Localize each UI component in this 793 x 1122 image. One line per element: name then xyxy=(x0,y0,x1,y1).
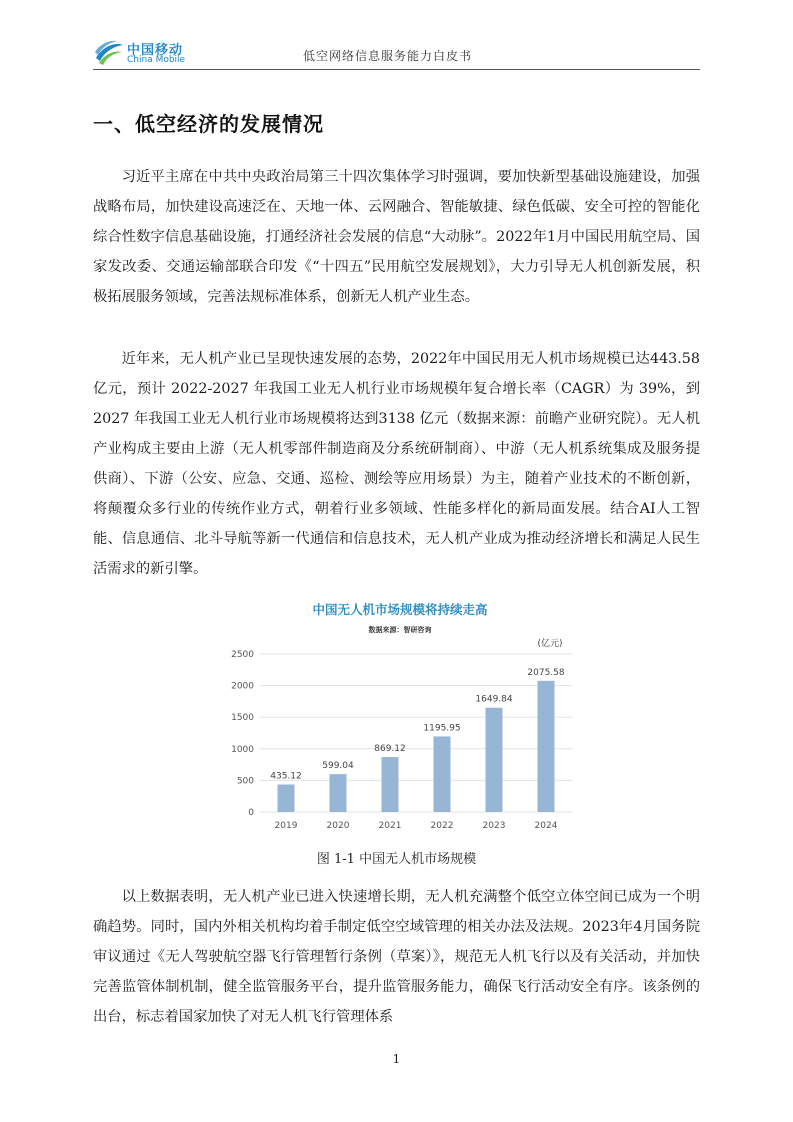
china-mobile-logo xyxy=(93,38,193,68)
x-tick-label: 2023 xyxy=(482,821,506,831)
china-mobile-logo-icon xyxy=(93,38,125,66)
data-label: 2075.58 xyxy=(527,667,565,678)
data-label: 435.12 xyxy=(270,771,302,782)
section-title: 一、低空经济的发展情况 xyxy=(93,112,324,136)
paragraph: 近年来，无人机产业已呈现快速发展的态势，2022年中国民用无人机市场规模已达443.58亿元，预计 2022-2027 年我国工业无人机行业市场规模年复合增长率（CAGR）为 39%，到 2027 年我国工业无人机行业市场规模将达到3138 亿元（数据来源：前瞻产业研究院）。无人机产业构成主要由上游（无人机零部件制造商及分系统研制商）、中游（无人机系统集成及服务提供商）、下游（公安、应急、交通、巡检、测绘等应用场景）为主，随着产业技术的不断创新，将颠覆众多行业的传统作业方式，朝着行业多领域、性能多样化的新局面发展。结合AI人工智能、信息通信、北斗导航等新一代通信和信息技术，无人机产业成为推动经济增长和满足人民生活需求的新引擎。 xyxy=(93,351,700,577)
y-tick-label: 1500 xyxy=(231,713,254,724)
chart-subtitle: 数据来源：智研咨询 xyxy=(368,626,432,634)
data-label: 599.04 xyxy=(322,761,354,772)
data-label: 1649.84 xyxy=(475,694,513,705)
x-tick-label: 2024 xyxy=(534,821,558,831)
chart-unit-label: (亿元) xyxy=(537,639,563,649)
bar xyxy=(278,785,295,812)
bar-chart-svg xyxy=(220,598,580,844)
y-tick-label: 0 xyxy=(248,808,254,818)
logo-text-cn: 中国移动 xyxy=(127,43,184,58)
y-tick-label: 2500 xyxy=(231,650,254,660)
market-size-chart xyxy=(220,598,580,844)
header-divider xyxy=(93,69,700,70)
x-tick-label: 2020 xyxy=(326,821,350,831)
paragraph: 以上数据表明，无人机产业已进入快速增长期，无人机充满整个低空立体空间已成为一个明确趋势。同时，国内外相关机构均着手制定低空空域管理的相关办法及法规。2023年4月国务院审议通过《无人驾驶航空器飞行管理暂行条例（草案）》，规范无人机飞行以及有关活动，并加快完善监管体制机制，健全监管服务平台，提升监管服务能力，确保飞行活动安全有序。该条例的出台，标志着国家加快了对无人机飞行管理体系 xyxy=(93,889,700,1025)
x-tick-label: 2021 xyxy=(378,821,402,831)
figure-caption: 图 1-1 中国无人机市场规模 xyxy=(316,852,477,867)
page-number: 1 xyxy=(392,1052,401,1066)
document-title: 低空网络信息服务能力白皮书 xyxy=(303,49,473,63)
y-tick-label: 500 xyxy=(236,776,254,787)
x-tick-label: 2019 xyxy=(274,821,298,831)
logo-text-en: China Mobile xyxy=(127,55,186,65)
data-label: 869.12 xyxy=(374,744,406,755)
bar xyxy=(434,736,451,812)
x-tick-label: 2022 xyxy=(430,821,454,831)
data-label: 1195.95 xyxy=(423,723,461,734)
y-tick-label: 2000 xyxy=(231,681,254,692)
chart-title: 中国无人机市场规模将持续走高 xyxy=(312,602,488,617)
bar xyxy=(486,708,503,812)
bar xyxy=(538,681,555,812)
bar xyxy=(330,774,347,812)
paragraph: 习近平主席在中共中央政治局第三十四次集体学习时强调，要加快新型基础设施建设，加强战略布局，加快建设高速泛在、天地一体、云网融合、智能敏捷、绿色低碳、安全可控的智能化综合性数字信息基础设施，打通经济社会发展的信息“大动脉”。2022年1月中国民用航空局、国家发改委、交通运输部联合印发《“十四五”民用航空发展规划》，大力引导无人机创新发展，积极拓展服务领域，完善法规标准体系，创新无人机产业生态。 xyxy=(93,169,700,305)
page-header xyxy=(93,38,700,70)
y-tick-label: 1000 xyxy=(231,744,254,755)
bar xyxy=(382,757,399,812)
